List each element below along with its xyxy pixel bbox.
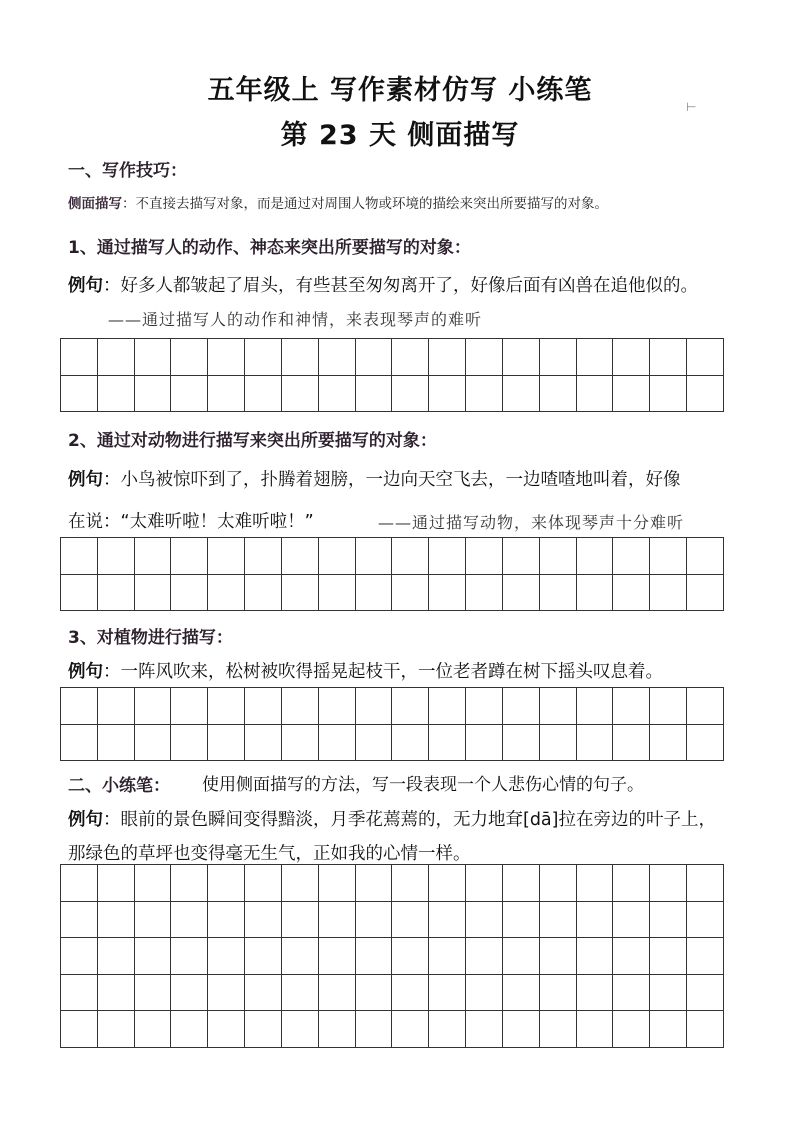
grid-cell[interactable] [392,538,429,575]
item3-example [68,658,663,683]
writing-grid-4[interactable] [60,864,724,1048]
grid-cell[interactable] [245,376,282,413]
grid-cell[interactable] [319,938,356,975]
grid-cell[interactable] [392,725,429,762]
grid-cell[interactable] [687,1011,724,1048]
grid-cell[interactable] [319,575,356,612]
grid-cell[interactable] [282,688,319,725]
grid-cell[interactable] [650,902,687,939]
grid-cell[interactable] [613,725,650,762]
grid-cell[interactable] [98,575,135,612]
grid-cell[interactable] [577,339,614,376]
item2-label: 例句 [68,470,103,490]
grid-cell[interactable] [466,376,503,413]
grid-cell[interactable] [282,975,319,1012]
item1-heading: 1、通过描写人的动作、神态来突出所要描写的对象： [68,238,471,258]
grid-cell[interactable] [613,865,650,902]
grid-cell[interactable] [135,538,172,575]
grid-cell[interactable] [208,575,245,612]
grid-cell[interactable] [208,1011,245,1048]
grid-cell[interactable] [61,938,98,975]
grid-cell[interactable] [135,376,172,413]
grid-cell[interactable] [429,1011,466,1048]
grid-cell[interactable] [208,688,245,725]
definition-text: ：不直接去描写对象，而是通过对周围人物或环境的描绘来突出所要描写的对象。 [122,196,608,212]
grid-cell[interactable] [650,339,687,376]
grid-cell[interactable] [650,376,687,413]
grid-cell[interactable] [61,975,98,1012]
grid-cell[interactable] [540,376,577,413]
grid-cell[interactable] [392,902,429,939]
item2-heading: 2、通过对动物进行描写来突出所要描写的对象： [68,431,437,451]
grid-cell[interactable] [171,725,208,762]
grid-cell[interactable] [245,1011,282,1048]
grid-cell[interactable] [171,938,208,975]
grid-cell[interactable] [466,865,503,902]
grid-cell[interactable] [650,725,687,762]
grid-cell[interactable] [429,538,466,575]
grid-cell[interactable] [319,376,356,413]
grid-cell[interactable] [98,1011,135,1048]
grid-cell[interactable] [171,1011,208,1048]
grid-cell[interactable] [245,975,282,1012]
grid-cell[interactable] [429,376,466,413]
definition-term: 侧面描写 [68,196,122,212]
grid-cell[interactable] [61,688,98,725]
grid-cell[interactable] [650,538,687,575]
grid-cell[interactable] [687,688,724,725]
grid-cell[interactable] [245,538,282,575]
item1-note: ——通过描写人的动作和神情，来表现琴声的难听 [108,310,483,329]
grid-cell[interactable] [613,688,650,725]
grid-cell[interactable] [503,865,540,902]
grid-cell[interactable] [503,975,540,1012]
grid-cell[interactable] [282,339,319,376]
grid-cell[interactable] [282,1011,319,1048]
grid-cell[interactable] [540,688,577,725]
grid-cell[interactable] [245,938,282,975]
grid-cell[interactable] [392,938,429,975]
grid-cell[interactable] [392,865,429,902]
page-subtitle: 第 23 天 侧面描写 [280,120,520,151]
grid-cell[interactable] [392,1011,429,1048]
grid-cell[interactable] [319,975,356,1012]
grid-cell[interactable] [356,339,393,376]
grid-cell[interactable] [429,725,466,762]
grid-cell[interactable] [650,1011,687,1048]
grid-cell[interactable] [61,725,98,762]
grid-cell[interactable] [392,376,429,413]
grid-cell[interactable] [98,725,135,762]
grid-cell[interactable] [687,575,724,612]
grid-cell[interactable] [245,725,282,762]
grid-cell[interactable] [171,575,208,612]
grid-cell[interactable] [429,865,466,902]
grid-cell[interactable] [540,339,577,376]
grid-cell[interactable] [613,339,650,376]
grid-cell[interactable] [356,575,393,612]
grid-cell[interactable] [245,688,282,725]
section2-example-line1 [68,806,716,831]
grid-cell[interactable] [135,339,172,376]
grid-cell[interactable] [61,575,98,612]
grid-cell[interactable] [208,938,245,975]
grid-cell[interactable] [61,376,98,413]
grid-cell[interactable] [613,376,650,413]
grid-cell[interactable] [61,1011,98,1048]
grid-cell[interactable] [650,688,687,725]
grid-cell[interactable] [687,538,724,575]
item1-sentence: ：好多人都皱起了眉头，有些甚至匆匆离开了，好像后面有凶兽在追他似的。 [103,276,698,296]
grid-cell[interactable] [98,902,135,939]
grid-cell[interactable] [613,575,650,612]
grid-cell[interactable] [245,575,282,612]
grid-cell[interactable] [282,376,319,413]
grid-cell[interactable] [319,865,356,902]
item3-heading: 3、对植物进行描写： [68,628,233,648]
item2-sentence-line1: ：小鸟被惊吓到了，扑腾着翅膀，一边向天空飞去，一边喳喳地叫着，好像 [103,470,681,490]
grid-cell[interactable] [135,975,172,1012]
grid-cell[interactable] [613,902,650,939]
grid-cell[interactable] [282,725,319,762]
grid-cell[interactable] [98,538,135,575]
grid-cell[interactable] [208,975,245,1012]
grid-cell[interactable] [392,575,429,612]
item1-label: 例句 [68,276,103,296]
grid-cell[interactable] [282,538,319,575]
definition [68,192,608,212]
grid-cell[interactable] [392,339,429,376]
grid-cell[interactable] [577,865,614,902]
grid-cell[interactable] [61,865,98,902]
grid-cell[interactable] [577,1011,614,1048]
grid-cell[interactable] [171,688,208,725]
grid-cell[interactable] [356,376,393,413]
grid-cell[interactable] [687,938,724,975]
grid-cell[interactable] [540,538,577,575]
grid-cell[interactable] [98,938,135,975]
grid-cell[interactable] [245,865,282,902]
grid-cell[interactable] [613,1011,650,1048]
grid-cell[interactable] [577,538,614,575]
grid-cell[interactable] [208,538,245,575]
grid-cell[interactable] [319,725,356,762]
grid-cell[interactable] [392,975,429,1012]
corner-mark: ⊢ [686,100,697,114]
grid-cell[interactable] [135,865,172,902]
section2-sentence-line1: ：眼前的景色瞬间变得黯淡，月季花蔫蔫的，无力地耷[dā]拉在旁边的叶子上， [103,810,716,830]
grid-cell[interactable] [319,1011,356,1048]
grid-cell[interactable] [429,575,466,612]
grid-cell[interactable] [98,376,135,413]
grid-cell[interactable] [356,1011,393,1048]
grid-cell[interactable] [61,902,98,939]
grid-cell[interactable] [503,938,540,975]
grid-cell[interactable] [540,902,577,939]
grid-cell[interactable] [135,688,172,725]
grid-cell[interactable] [466,688,503,725]
item3-label: 例句 [68,662,103,682]
grid-cell[interactable] [613,938,650,975]
grid-cell[interactable] [429,938,466,975]
grid-cell[interactable] [135,1011,172,1048]
grid-cell[interactable] [282,575,319,612]
grid-cell[interactable] [356,902,393,939]
section2-sentence-line2: 那绿色的草坪也变得毫无生气，正如我的心情一样。 [68,844,471,864]
grid-cell[interactable] [503,575,540,612]
grid-cell[interactable] [319,902,356,939]
writing-grid-3[interactable] [60,687,724,761]
item2-note: ——通过描写动物，来体现琴声十分难听 [378,513,685,532]
section2-label: 例句 [68,810,103,830]
grid-cell[interactable] [503,902,540,939]
grid-cell[interactable] [613,538,650,575]
grid-cell[interactable] [356,865,393,902]
grid-cell[interactable] [319,339,356,376]
grid-cell[interactable] [135,902,172,939]
item2-example-line1 [68,466,681,491]
grid-cell[interactable] [503,688,540,725]
grid-cell[interactable] [577,975,614,1012]
item2-sentence-line2: 在说：“太难听啦！太难听啦！” [68,512,314,532]
section2-task: 使用侧面描写的方法，写一段表现一个人悲伤心情的句子。 [202,775,644,795]
grid-cell[interactable] [466,575,503,612]
grid-cell[interactable] [61,339,98,376]
writing-grid-1[interactable] [60,338,724,412]
grid-cell[interactable] [208,865,245,902]
grid-cell[interactable] [245,339,282,376]
grid-cell[interactable] [687,339,724,376]
grid-cell[interactable] [540,938,577,975]
grid-cell[interactable] [540,865,577,902]
grid-cell[interactable] [135,725,172,762]
grid-cell[interactable] [98,975,135,1012]
grid-cell[interactable] [540,1011,577,1048]
grid-cell[interactable] [687,725,724,762]
section1-heading: 一、写作技巧： [68,161,187,181]
grid-cell[interactable] [282,865,319,902]
grid-cell[interactable] [650,865,687,902]
grid-cell[interactable] [282,902,319,939]
grid-cell[interactable] [687,975,724,1012]
grid-cell[interactable] [577,688,614,725]
grid-cell[interactable] [208,339,245,376]
grid-cell[interactable] [503,339,540,376]
grid-cell[interactable] [392,688,429,725]
page-title: 五年级上 写作素材仿写 小练笔 [207,75,593,106]
grid-cell[interactable] [577,376,614,413]
grid-cell[interactable] [466,339,503,376]
grid-cell[interactable] [687,865,724,902]
grid-cell[interactable] [466,538,503,575]
grid-cell[interactable] [466,938,503,975]
grid-cell[interactable] [98,339,135,376]
grid-cell[interactable] [319,538,356,575]
grid-cell[interactable] [319,688,356,725]
grid-cell[interactable] [356,938,393,975]
grid-cell[interactable] [171,865,208,902]
grid-cell[interactable] [356,538,393,575]
grid-cell[interactable] [577,938,614,975]
grid-cell[interactable] [503,538,540,575]
grid-cell[interactable] [208,376,245,413]
grid-cell[interactable] [208,902,245,939]
grid-cell[interactable] [429,902,466,939]
grid-cell[interactable] [98,865,135,902]
grid-cell[interactable] [429,688,466,725]
grid-cell[interactable] [356,725,393,762]
item3-sentence: ：一阵风吹来，松树被吹得摇晃起枝干，一位老者蹲在树下摇头叹息着。 [103,662,663,682]
grid-cell[interactable] [466,725,503,762]
grid-cell[interactable] [466,1011,503,1048]
grid-cell[interactable] [577,902,614,939]
grid-cell[interactable] [61,538,98,575]
grid-cell[interactable] [282,938,319,975]
grid-cell[interactable] [577,575,614,612]
writing-grid-2[interactable] [60,537,724,611]
grid-cell[interactable] [650,938,687,975]
grid-cell[interactable] [171,339,208,376]
grid-cell[interactable] [429,339,466,376]
grid-cell[interactable] [503,1011,540,1048]
grid-cell[interactable] [208,725,245,762]
grid-cell[interactable] [171,902,208,939]
grid-cell[interactable] [540,975,577,1012]
grid-cell[interactable] [171,376,208,413]
grid-cell[interactable] [356,975,393,1012]
grid-cell[interactable] [650,975,687,1012]
grid-cell[interactable] [171,975,208,1012]
section2-heading: 二、小练笔： [68,776,170,796]
grid-cell[interactable] [687,902,724,939]
grid-cell[interactable] [613,975,650,1012]
grid-cell[interactable] [540,725,577,762]
grid-cell[interactable] [98,688,135,725]
grid-cell[interactable] [466,902,503,939]
grid-cell[interactable] [466,975,503,1012]
grid-cell[interactable] [540,575,577,612]
grid-cell[interactable] [171,538,208,575]
grid-cell[interactable] [429,975,466,1012]
grid-cell[interactable] [245,902,282,939]
grid-cell[interactable] [135,938,172,975]
grid-cell[interactable] [687,376,724,413]
item1-example [68,272,698,297]
grid-cell[interactable] [577,725,614,762]
grid-cell[interactable] [503,725,540,762]
grid-cell[interactable] [356,688,393,725]
grid-cell[interactable] [135,575,172,612]
grid-cell[interactable] [503,376,540,413]
grid-cell[interactable] [650,575,687,612]
